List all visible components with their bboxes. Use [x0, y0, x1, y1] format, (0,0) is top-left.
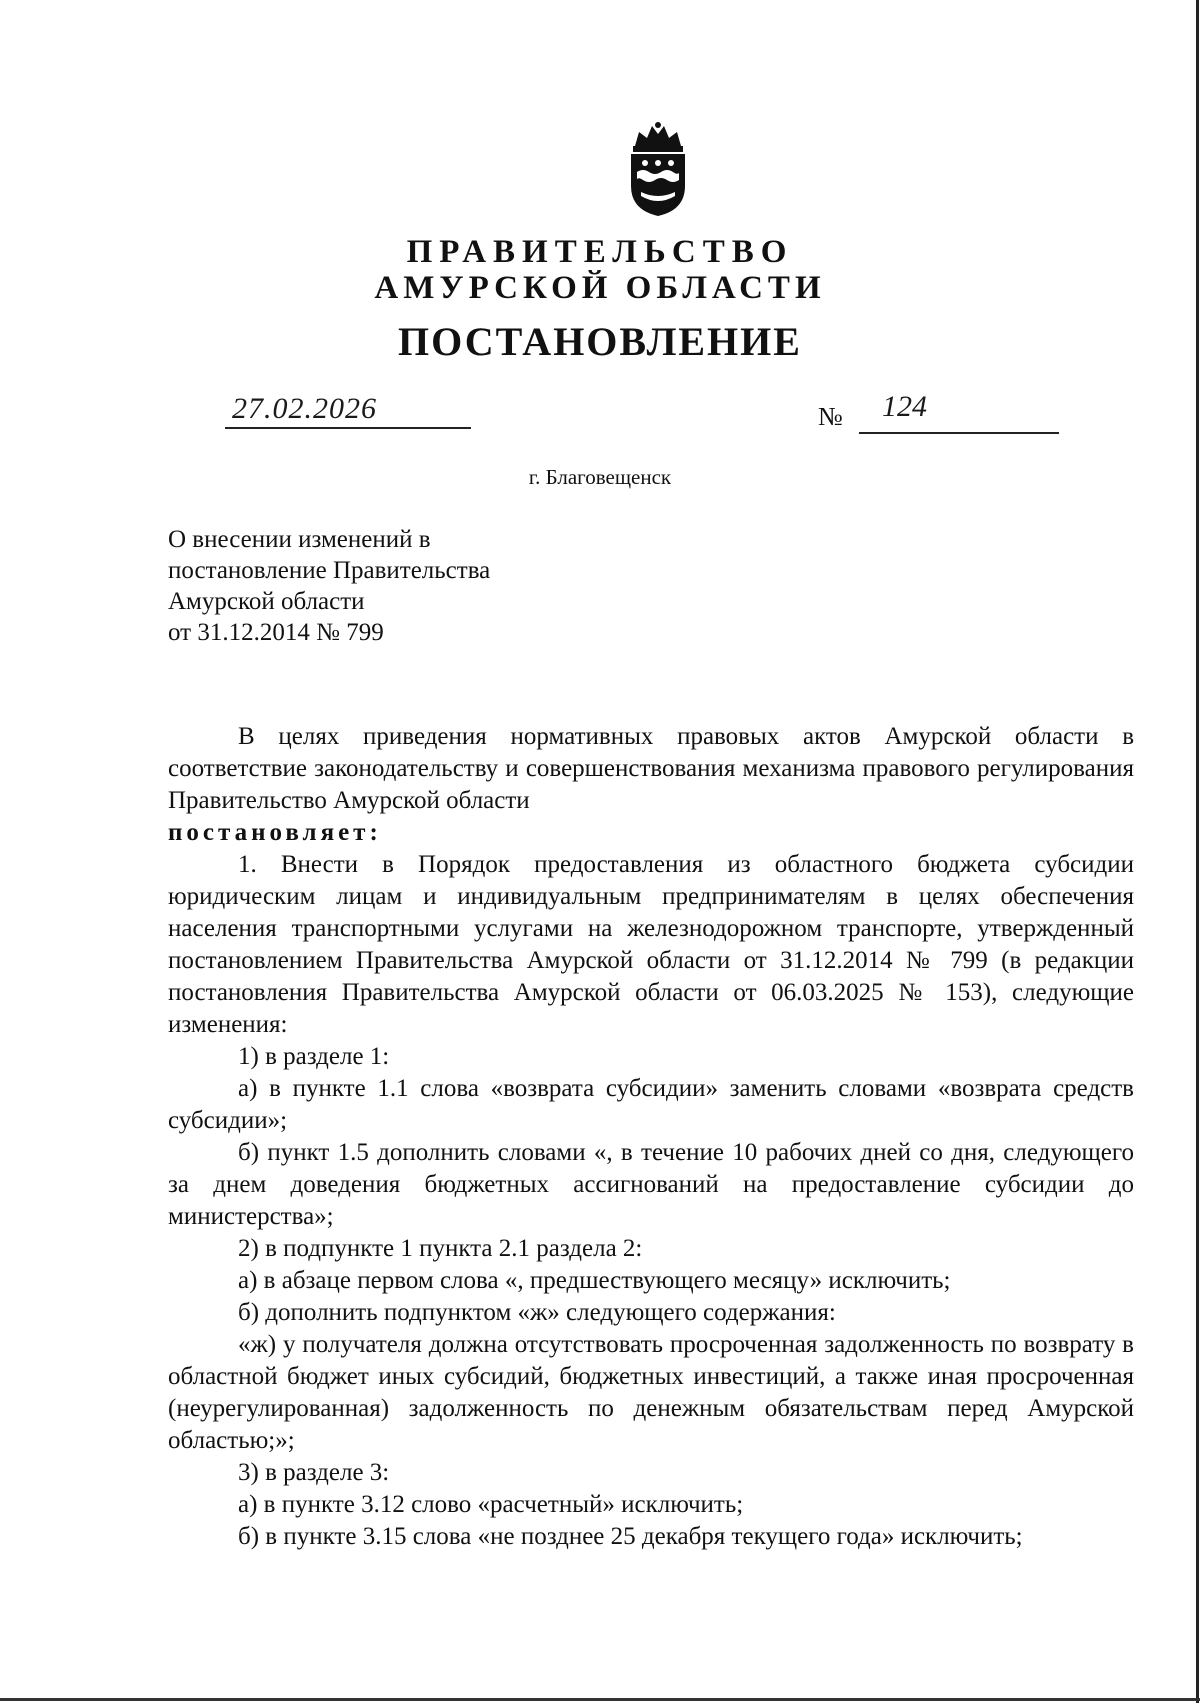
paragraph: а) в пункте 1.1 слова «возврата субсидии» заменить словами «возврата средств субсидии»;: [168, 1075, 1134, 1134]
paragraph: б) дополнить подпунктом «ж» следующего содержания:: [238, 1299, 836, 1326]
government-title: ПРАВИТЕЛЬСТВО: [406, 234, 794, 270]
paragraph: а) в абзаце первом слова «, предшествующего месяцу» исключить;: [238, 1267, 951, 1294]
subject-line: О внесении изменений в: [168, 526, 431, 553]
resolves-word: постановляет:: [168, 819, 382, 846]
subject-line: постановление Правительства: [168, 557, 491, 584]
paragraph: 3) в разделе 3:: [238, 1459, 390, 1486]
paragraph: «ж) у получателя должна отсутствовать просроченная задолженность по возврату в областной бюджет иных субсидий, бюджетных инвестиций, а также иная просроченная (неурегулированная) задолженность по денежным обязательствам перед Амурской областью;»;: [168, 1331, 1134, 1454]
document-body: [168, 721, 1134, 1553]
paragraph: 2) в подпункте 1 пункта 2.1 раздела 2:: [238, 1235, 643, 1262]
paragraph: б) в пункте 3.15 слова «не позднее 25 декабря текущего года» исключить;: [238, 1523, 1023, 1550]
subject-line: Амурской области: [168, 588, 365, 615]
paragraph: 1. Внести в Порядок предоставления из областного бюджета субсидии юридическим лицам и индивидуальным предпринимателям в целях обеспечения населения транспортными услугами на железнодорожном транспорте, утвержденный постановлением Правительства Амурской области от 31.12.2014 № 799 (в редакции постановления Правительства Амурской области от 06.03.2025 № 153), следующие изменения:: [168, 851, 1134, 1038]
city-name: г. Благовещенск: [528, 465, 672, 489]
paragraph: 1) в разделе 1:: [238, 1043, 390, 1070]
subject-line: от 31.12.2014 № 799: [168, 619, 384, 646]
paragraph: б) пункт 1.5 дополнить словами «, в течение 10 рабочих дней со дня, следующего за днем доведения бюджетных ассигнований на предоставление субсидии до министерства»;: [168, 1139, 1134, 1230]
document-subject: [168, 524, 490, 648]
handwritten-number: 124: [882, 390, 927, 423]
preamble: В целях приведения нормативных правовых актов Амурской области в соответствие законодательству и совершенствования механизма правового регулирования Правительство Амурской области: [168, 723, 1134, 814]
scan-edge-bottom: [0, 1698, 1200, 1701]
paragraph: а) в пункте 3.12 слово «расчетный» исключить;: [238, 1491, 744, 1518]
number-label: №: [818, 402, 843, 431]
region-title: АМУРСКОЙ ОБЛАСТИ: [374, 270, 826, 306]
document-type: ПОСТАНОВЛЕНИЕ: [398, 319, 802, 364]
amur-oblast-coat-of-arms-icon: [621, 120, 695, 218]
handwritten-date: 27.02.2026: [232, 392, 377, 425]
date-underline: [225, 427, 471, 429]
number-underline: [859, 432, 1059, 434]
